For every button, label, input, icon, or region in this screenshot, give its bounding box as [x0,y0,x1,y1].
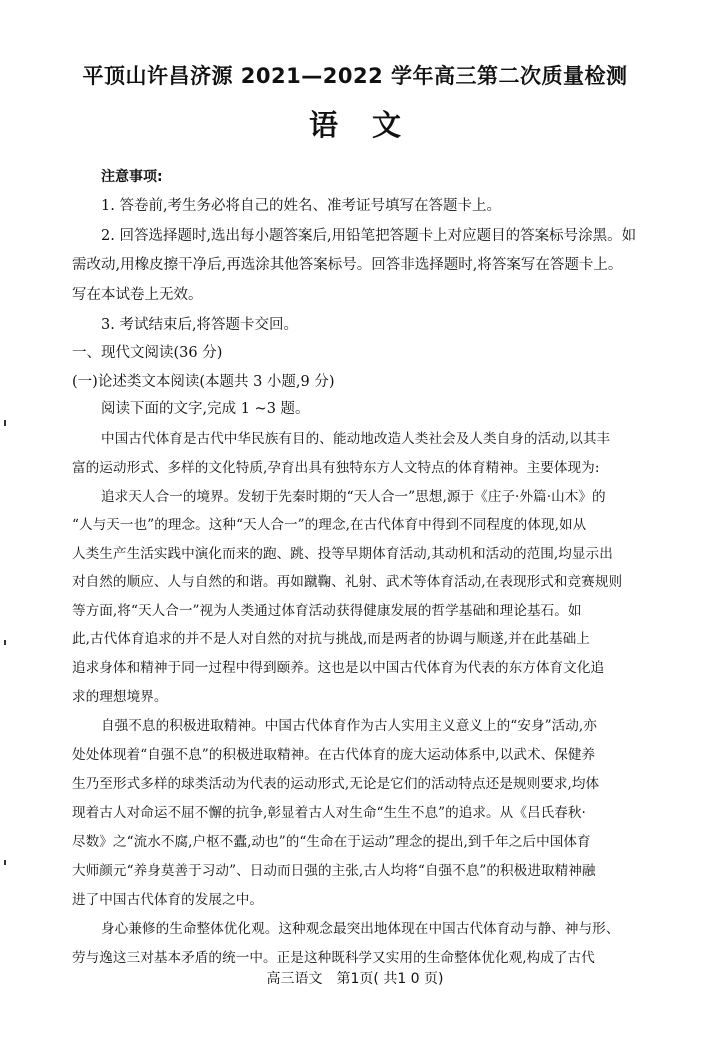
passage-line: 进了中国古代体育的发展之中。 [72,892,264,908]
passage-line: 尽数》之“流水不腐,户枢不蠹,动也”的“生命在于运动”理念的提出,到千年之后中国体育 [72,834,591,850]
subject-title: 语文 [308,108,435,142]
passage-line: 现着古人对命运不屈不懈的抗争,彰显着古人对生命“生生不息”的追求。从《吕氏春秋· [72,805,586,821]
passage-line: 中国古代体育是古代中华民族有目的、能动地改造人类社会及人类自身的活动,以其丰 [101,431,611,447]
note-line: 1. 答卷前,考生务必将自己的姓名、准考证号填写在答题卡上。 [101,198,502,214]
passage-line: 人类生产生活实践中演化而来的跑、跳、投等早期体育活动,其动机和活动的范围,均显示出 [72,546,613,562]
scan-edge-mark [4,640,6,645]
passage-line: 求的理想境界。 [72,689,168,705]
scan-edge-mark [4,420,6,426]
note-line: 2. 回答选择题时,选出每小题答案后,用铅笔把答题卡上对应题目的答案标号涂黑。如 [101,228,637,244]
passage-line: 自强不息的积极进取精神。中国古代体育作为古人实用主义意义上的“安身”活动,亦 [101,718,597,734]
section-subheading: (一)论述类文本阅读(本题共 3 小题,9 分) [72,374,335,390]
scan-edge-mark [4,860,6,865]
passage-line: 身心兼修的生命整体优化观。这种观念最突出地体现在中国古代体育动与静、神与形、 [101,921,620,937]
exam-title: 平顶山许昌济源 2021—2022 学年高三第二次质量检测 [82,64,628,88]
notes-heading: 注意事项: [101,169,163,185]
passage-line: 大师颜元“养身莫善于习动”、日动而日强的主张,古人均将“自强不息”的积极进取精神融 [72,863,596,879]
passage-line: 追求天人合一的境界。发轫于先秦时期的“天人合一”思想,源于《庄子·外篇·山木》的 [101,489,606,505]
passage-line: “人与天一也”的理念。这种“天人合一”的理念,在古代体育中得到不同程度的体现,如从 [72,517,587,533]
section-heading: 一、现代文阅读(36 分) [72,345,223,361]
page-footer: 高三语文 第1页( 共1 0 页) [266,971,444,987]
note-line: 写在本试卷上无效。 [72,287,203,303]
passage-line: 劳与逸这三对基本矛盾的统一中。正是这种既科学又实用的生命整体优化观,构成了古代 [72,950,595,966]
passage-line: 此,古代体育追求的并不是人对自然的对抗与挑战,而是两者的协调与顺遂,并在此基础上 [72,631,590,647]
passage-line: 等方面,将“天人合一”视为人类通过体育活动获得健康发展的哲学基础和理论基石。如 [72,603,582,619]
passage-line: 对自然的顺应、人与自然的和谐。再如蹴鞠、礼射、武术等体育活动,在表现形式和竞赛规则 [72,574,623,590]
note-line: 3. 考试结束后,将答题卡交回。 [101,317,299,333]
passage-line: 追求身体和精神于同一过程中得到颐养。这也是以中国古代体育为代表的东方体育文化追 [72,660,605,676]
note-line: 需改动,用橡皮擦干净后,再选涂其他答案标号。回答非选择题时,将答案写在答题卡上。 [72,257,623,273]
passage-line: 处处体现着“自强不息”的积极进取精神。在古代体育的庞大运动体系中,以武术、保健养 [72,747,596,763]
section-instruction: 阅读下面的文字,完成 1 ~3 题。 [101,401,310,417]
passage-line: 富的运动形式、多样的文化特质,孕育出具有独特东方人文特点的体育精神。主要体现为: [72,460,600,476]
passage-line: 生乃至形式多样的球类活动为代表的运动形式,无论是它们的活动特点还是规则要求,均体 [72,776,600,792]
